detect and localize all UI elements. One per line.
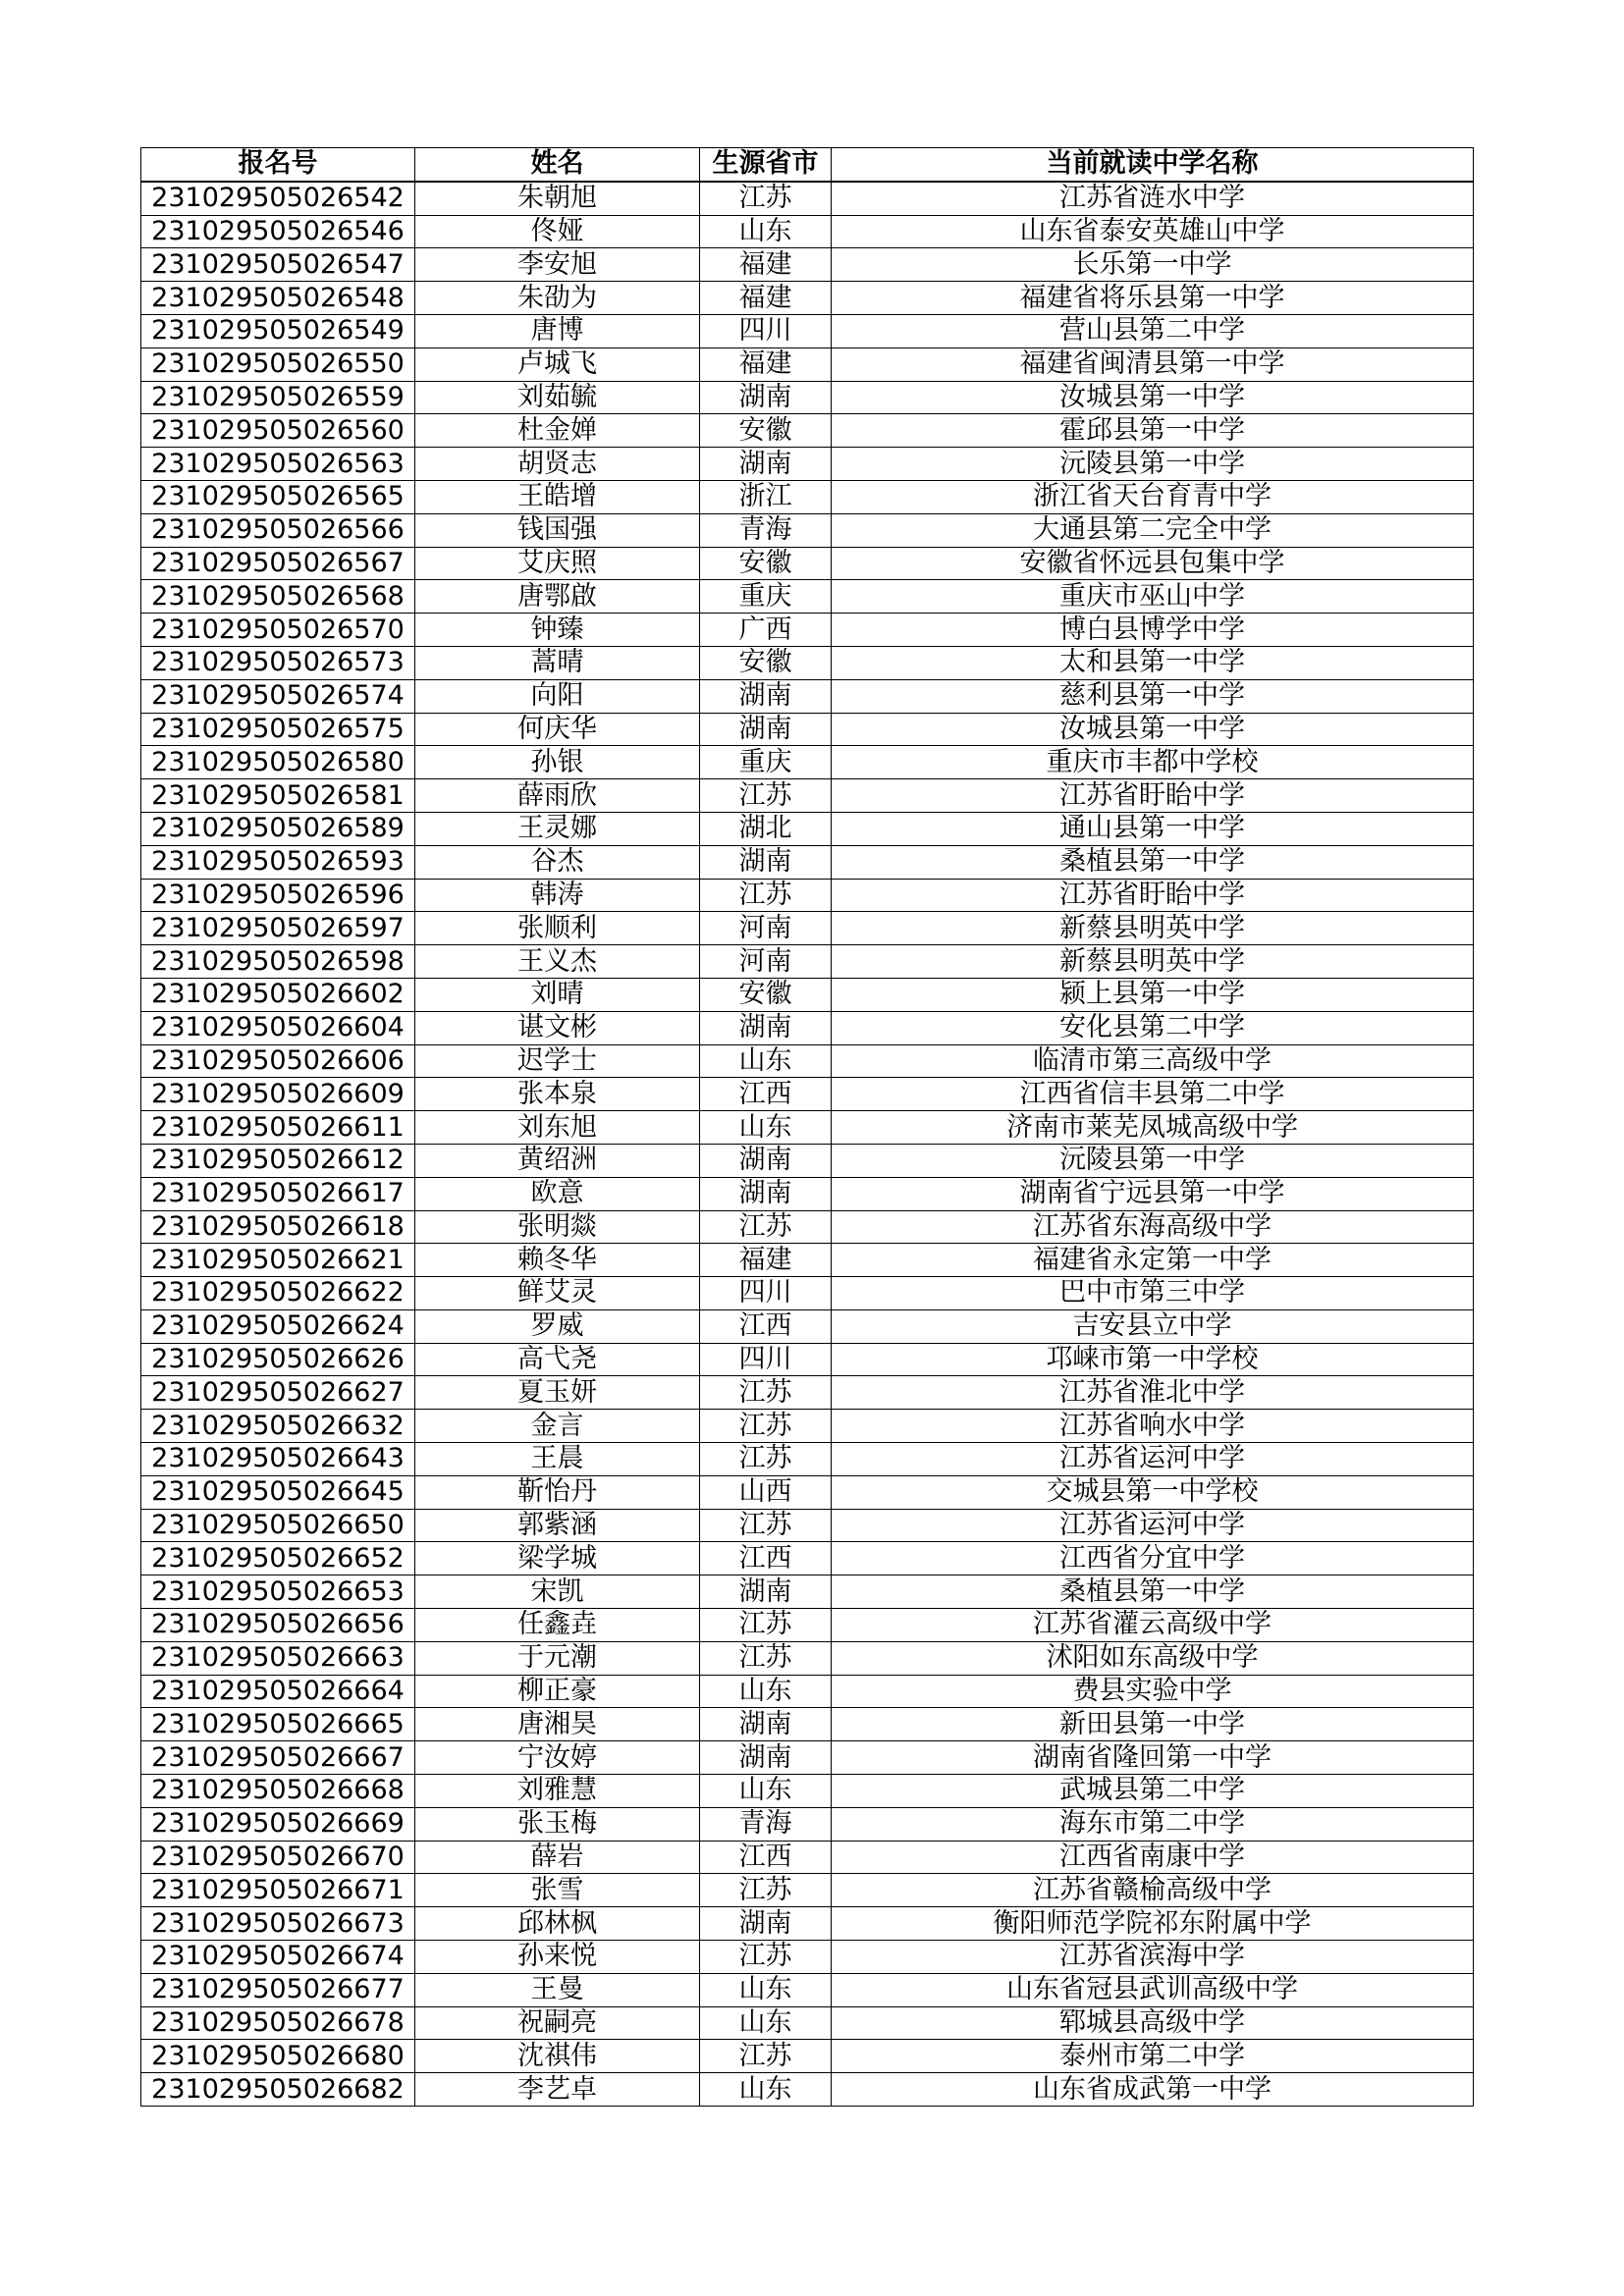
- name-cell: 祝嗣亮: [415, 2006, 700, 2040]
- registration-number-cell: 231029505026546: [141, 215, 415, 248]
- province-cell: 湖南: [700, 713, 832, 746]
- school-cell: 浙江省天台育青中学: [832, 480, 1474, 513]
- table-row: [141, 1443, 1474, 1476]
- table-row: [141, 945, 1474, 979]
- registration-number-cell: 231029505026549: [141, 314, 415, 347]
- name-cell: 钟臻: [415, 614, 700, 647]
- school-cell: 福建省闽清县第一中学: [832, 347, 1474, 381]
- registration-number-cell: 231029505026565: [141, 480, 415, 513]
- registration-number-cell: 231029505026667: [141, 1741, 415, 1775]
- table-row: [141, 679, 1474, 713]
- name-cell: 李艺卓: [415, 2073, 700, 2107]
- name-cell: 刘晴: [415, 978, 700, 1011]
- table-row: [141, 1343, 1474, 1376]
- province-cell: 江苏: [700, 1641, 832, 1675]
- school-cell: 颍上县第一中学: [832, 978, 1474, 1011]
- school-cell: 湖南省宁远县第一中学: [832, 1177, 1474, 1210]
- province-cell: 江苏: [700, 1410, 832, 1443]
- name-cell: 沈祺伟: [415, 2040, 700, 2073]
- name-cell: 王晨: [415, 1443, 700, 1476]
- registration-number-cell: 231029505026602: [141, 978, 415, 1011]
- name-cell: 张本泉: [415, 1078, 700, 1111]
- name-cell: 钱国强: [415, 513, 700, 547]
- table-row: [141, 1575, 1474, 1609]
- table-row: [141, 1277, 1474, 1310]
- table-row: [141, 2040, 1474, 2073]
- province-cell: 江苏: [700, 1443, 832, 1476]
- province-cell: 江西: [700, 1542, 832, 1575]
- province-cell: 江苏: [700, 1609, 832, 1642]
- registration-number-cell: 231029505026618: [141, 1210, 415, 1244]
- name-cell: 朱朝旭: [415, 182, 700, 215]
- school-cell: 重庆市丰都中学校: [832, 746, 1474, 779]
- province-cell: 安徽: [700, 646, 832, 679]
- registration-number-cell: 231029505026624: [141, 1309, 415, 1343]
- province-cell: 河南: [700, 945, 832, 979]
- province-cell: 江苏: [700, 1941, 832, 1974]
- registration-number-cell: 231029505026682: [141, 2073, 415, 2107]
- table-row: [141, 845, 1474, 879]
- province-cell: 山西: [700, 1475, 832, 1509]
- name-cell: 胡贤志: [415, 448, 700, 481]
- table-row: [141, 580, 1474, 614]
- table-row: [141, 513, 1474, 547]
- school-cell: 海东市第二中学: [832, 1807, 1474, 1841]
- registration-number-cell: 231029505026573: [141, 646, 415, 679]
- table-row: [141, 1177, 1474, 1210]
- table-row: [141, 248, 1474, 282]
- province-cell: 安徽: [700, 414, 832, 448]
- school-cell: 江苏省东海高级中学: [832, 1210, 1474, 1244]
- table-row: [141, 282, 1474, 315]
- province-cell: 河南: [700, 912, 832, 945]
- registration-number-cell: 231029505026650: [141, 1509, 415, 1542]
- school-cell: 汝城县第一中学: [832, 713, 1474, 746]
- school-cell: 临清市第三高级中学: [832, 1044, 1474, 1078]
- table-row: [141, 314, 1474, 347]
- table-row: [141, 646, 1474, 679]
- name-cell: 宋凯: [415, 1575, 700, 1609]
- school-cell: 新蔡县明英中学: [832, 945, 1474, 979]
- school-cell: 吉安县立中学: [832, 1309, 1474, 1343]
- school-cell: 桑植县第一中学: [832, 845, 1474, 879]
- name-cell: 薛雨欣: [415, 779, 700, 813]
- province-cell: 湖南: [700, 1741, 832, 1775]
- school-cell: 江苏省盱眙中学: [832, 879, 1474, 912]
- registration-number-cell: 231029505026653: [141, 1575, 415, 1609]
- table-row: [141, 1475, 1474, 1509]
- province-cell: 江西: [700, 1841, 832, 1874]
- province-cell: 湖南: [700, 1575, 832, 1609]
- name-cell: 鲜艾灵: [415, 1277, 700, 1310]
- school-cell: 博白县博学中学: [832, 614, 1474, 647]
- school-cell: 山东省成武第一中学: [832, 2073, 1474, 2107]
- school-cell: 江西省信丰县第二中学: [832, 1078, 1474, 1111]
- table-body: [141, 182, 1474, 2107]
- province-cell: 青海: [700, 1807, 832, 1841]
- name-cell: 杜金婵: [415, 414, 700, 448]
- registration-number-cell: 231029505026621: [141, 1244, 415, 1277]
- registration-number-cell: 231029505026677: [141, 1973, 415, 2006]
- school-cell: 江西省分宜中学: [832, 1542, 1474, 1575]
- province-cell: 湖南: [700, 1011, 832, 1044]
- name-cell: 任鑫垚: [415, 1609, 700, 1642]
- name-cell: 金言: [415, 1410, 700, 1443]
- name-cell: 孙银: [415, 746, 700, 779]
- table-row: [141, 1641, 1474, 1675]
- school-cell: 江苏省盱眙中学: [832, 779, 1474, 813]
- province-cell: 福建: [700, 248, 832, 282]
- name-cell: 向阳: [415, 679, 700, 713]
- name-cell: 谌文彬: [415, 1011, 700, 1044]
- table-row: [141, 1775, 1474, 1808]
- name-cell: 刘茹毓: [415, 381, 700, 414]
- school-cell: 汝城县第一中学: [832, 381, 1474, 414]
- name-cell: 朱劭为: [415, 282, 700, 315]
- table-row: [141, 713, 1474, 746]
- registration-number-cell: 231029505026664: [141, 1675, 415, 1708]
- province-cell: 山东: [700, 1775, 832, 1808]
- name-cell: 何庆华: [415, 713, 700, 746]
- table-row: [141, 381, 1474, 414]
- name-cell: 梁学城: [415, 1542, 700, 1575]
- table-row: [141, 448, 1474, 481]
- name-cell: 张玉梅: [415, 1807, 700, 1841]
- school-cell: 交城县第一中学校: [832, 1475, 1474, 1509]
- province-cell: 山东: [700, 1044, 832, 1078]
- province-cell: 湖南: [700, 381, 832, 414]
- school-cell: 霍邱县第一中学: [832, 414, 1474, 448]
- table-row: [141, 1509, 1474, 1542]
- registration-number-cell: 231029505026567: [141, 547, 415, 580]
- school-cell: 安徽省怀远县包集中学: [832, 547, 1474, 580]
- registration-number-cell: 231029505026542: [141, 182, 415, 215]
- province-cell: 湖南: [700, 1708, 832, 1741]
- school-cell: 湖南省隆回第一中学: [832, 1741, 1474, 1775]
- school-cell: 江苏省运河中学: [832, 1443, 1474, 1476]
- school-cell: 新蔡县明英中学: [832, 912, 1474, 945]
- name-cell: 柳正豪: [415, 1675, 700, 1708]
- table-row: [141, 1542, 1474, 1575]
- table-row: [141, 1376, 1474, 1410]
- registration-number-cell: 231029505026632: [141, 1410, 415, 1443]
- name-cell: 艾庆照: [415, 547, 700, 580]
- province-cell: 江苏: [700, 779, 832, 813]
- name-cell: 罗威: [415, 1309, 700, 1343]
- registration-number-cell: 231029505026612: [141, 1144, 415, 1177]
- registration-number-cell: 231029505026663: [141, 1641, 415, 1675]
- registration-number-cell: 231029505026568: [141, 580, 415, 614]
- school-cell: 江苏省淮北中学: [832, 1376, 1474, 1410]
- province-cell: 湖南: [700, 1907, 832, 1941]
- table-row: [141, 1309, 1474, 1343]
- registration-number-cell: 231029505026680: [141, 2040, 415, 2073]
- province-cell: 福建: [700, 347, 832, 381]
- registration-number-cell: 231029505026574: [141, 679, 415, 713]
- table-row: [141, 1111, 1474, 1145]
- province-cell: 四川: [700, 1343, 832, 1376]
- province-cell: 湖南: [700, 845, 832, 879]
- table-row: [141, 2073, 1474, 2107]
- name-cell: 王皓增: [415, 480, 700, 513]
- name-cell: 韩涛: [415, 879, 700, 912]
- registration-number-cell: 231029505026674: [141, 1941, 415, 1974]
- header-registration-number: 报名号: [141, 148, 415, 182]
- name-cell: 唐湘昊: [415, 1708, 700, 1741]
- name-cell: 佟娅: [415, 215, 700, 248]
- name-cell: 于元潮: [415, 1641, 700, 1675]
- school-cell: 邛崃市第一中学校: [832, 1343, 1474, 1376]
- table-row: [141, 1144, 1474, 1177]
- province-cell: 四川: [700, 314, 832, 347]
- province-cell: 江苏: [700, 1509, 832, 1542]
- registration-number-cell: 231029505026678: [141, 2006, 415, 2040]
- table-row: [141, 414, 1474, 448]
- province-cell: 湖南: [700, 448, 832, 481]
- school-cell: 沅陵县第一中学: [832, 1144, 1474, 1177]
- school-cell: 新田县第一中学: [832, 1708, 1474, 1741]
- school-cell: 江苏省响水中学: [832, 1410, 1474, 1443]
- table-row: [141, 1011, 1474, 1044]
- registration-number-cell: 231029505026656: [141, 1609, 415, 1642]
- name-cell: 张顺利: [415, 912, 700, 945]
- table-row: [141, 1044, 1474, 1078]
- registration-number-cell: 231029505026643: [141, 1443, 415, 1476]
- table-row: [141, 1973, 1474, 2006]
- table-row: [141, 1609, 1474, 1642]
- school-cell: 太和县第一中学: [832, 646, 1474, 679]
- registration-number-cell: 231029505026652: [141, 1542, 415, 1575]
- name-cell: 孙来悦: [415, 1941, 700, 1974]
- name-cell: 王曼: [415, 1973, 700, 2006]
- school-cell: 长乐第一中学: [832, 248, 1474, 282]
- name-cell: 刘东旭: [415, 1111, 700, 1145]
- table-row: [141, 1410, 1474, 1443]
- name-cell: 张雪: [415, 1874, 700, 1907]
- registration-number-cell: 231029505026611: [141, 1111, 415, 1145]
- table-row: [141, 182, 1474, 215]
- province-cell: 江苏: [700, 1376, 832, 1410]
- name-cell: 黄绍洲: [415, 1144, 700, 1177]
- registration-number-cell: 231029505026606: [141, 1044, 415, 1078]
- school-cell: 江苏省涟水中学: [832, 182, 1474, 215]
- school-cell: 衡阳师范学院祁东附属中学: [832, 1907, 1474, 1941]
- province-cell: 江苏: [700, 1874, 832, 1907]
- registration-number-cell: 231029505026671: [141, 1874, 415, 1907]
- registration-number-cell: 231029505026668: [141, 1775, 415, 1808]
- school-cell: 江苏省灌云高级中学: [832, 1609, 1474, 1642]
- table-row: [141, 1941, 1474, 1974]
- table-row: [141, 1907, 1474, 1941]
- province-cell: 湖南: [700, 1177, 832, 1210]
- province-cell: 重庆: [700, 746, 832, 779]
- name-cell: 宁汝婷: [415, 1741, 700, 1775]
- table-row: [141, 480, 1474, 513]
- name-cell: 王灵娜: [415, 812, 700, 845]
- province-cell: 山东: [700, 2006, 832, 2040]
- province-cell: 江苏: [700, 1210, 832, 1244]
- name-cell: 邱林枫: [415, 1907, 700, 1941]
- province-cell: 安徽: [700, 547, 832, 580]
- name-cell: 薛岩: [415, 1841, 700, 1874]
- school-cell: 山东省泰安英雄山中学: [832, 215, 1474, 248]
- school-cell: 泰州市第二中学: [832, 2040, 1474, 2073]
- registration-number-cell: 231029505026575: [141, 713, 415, 746]
- name-cell: 唐博: [415, 314, 700, 347]
- table-row: [141, 978, 1474, 1011]
- school-cell: 郓城县高级中学: [832, 2006, 1474, 2040]
- table-row: [141, 1741, 1474, 1775]
- province-cell: 山东: [700, 2073, 832, 2107]
- table-row: [141, 2006, 1474, 2040]
- name-cell: 唐鄂啟: [415, 580, 700, 614]
- registration-number-cell: 231029505026627: [141, 1376, 415, 1410]
- registration-number-cell: 231029505026563: [141, 448, 415, 481]
- registration-number-cell: 231029505026589: [141, 812, 415, 845]
- table-row: [141, 1807, 1474, 1841]
- table-row: [141, 1708, 1474, 1741]
- header-school: 当前就读中学名称: [832, 148, 1474, 182]
- school-cell: 武城县第二中学: [832, 1775, 1474, 1808]
- registration-number-cell: 231029505026673: [141, 1907, 415, 1941]
- school-cell: 福建省永定第一中学: [832, 1244, 1474, 1277]
- table-row: [141, 1078, 1474, 1111]
- table-row: [141, 347, 1474, 381]
- province-cell: 浙江: [700, 480, 832, 513]
- table-row: [141, 1210, 1474, 1244]
- school-cell: 沭阳如东高级中学: [832, 1641, 1474, 1675]
- registration-number-cell: 231029505026547: [141, 248, 415, 282]
- registration-number-cell: 231029505026617: [141, 1177, 415, 1210]
- table-row: [141, 1841, 1474, 1874]
- school-cell: 济南市莱芜凤城高级中学: [832, 1111, 1474, 1145]
- province-cell: 安徽: [700, 978, 832, 1011]
- registration-number-cell: 231029505026560: [141, 414, 415, 448]
- province-cell: 重庆: [700, 580, 832, 614]
- school-cell: 大通县第二完全中学: [832, 513, 1474, 547]
- table-row: [141, 1675, 1474, 1708]
- registration-number-cell: 231029505026550: [141, 347, 415, 381]
- table-row: [141, 1244, 1474, 1277]
- table-row: [141, 746, 1474, 779]
- province-cell: 江西: [700, 1309, 832, 1343]
- school-cell: 安化县第二中学: [832, 1011, 1474, 1044]
- province-cell: 四川: [700, 1277, 832, 1310]
- registration-number-cell: 231029505026548: [141, 282, 415, 315]
- table-row: [141, 1874, 1474, 1907]
- province-cell: 江苏: [700, 2040, 832, 2073]
- province-cell: 湖北: [700, 812, 832, 845]
- province-cell: 湖南: [700, 1144, 832, 1177]
- registration-number-cell: 231029505026626: [141, 1343, 415, 1376]
- registration-number-cell: 231029505026559: [141, 381, 415, 414]
- header-name: 姓名: [415, 148, 700, 182]
- name-cell: 高弋尧: [415, 1343, 700, 1376]
- school-cell: 山东省冠县武训高级中学: [832, 1973, 1474, 2006]
- province-cell: 江苏: [700, 182, 832, 215]
- province-cell: 福建: [700, 282, 832, 315]
- province-cell: 青海: [700, 513, 832, 547]
- school-cell: 费县实验中学: [832, 1675, 1474, 1708]
- school-cell: 江苏省赣榆高级中学: [832, 1874, 1474, 1907]
- school-cell: 福建省将乐县第一中学: [832, 282, 1474, 315]
- registration-number-cell: 231029505026670: [141, 1841, 415, 1874]
- school-cell: 营山县第二中学: [832, 314, 1474, 347]
- registration-number-cell: 231029505026622: [141, 1277, 415, 1310]
- name-cell: 李安旭: [415, 248, 700, 282]
- school-cell: 巴中市第三中学: [832, 1277, 1474, 1310]
- province-cell: 山东: [700, 215, 832, 248]
- province-cell: 江西: [700, 1078, 832, 1111]
- school-cell: 慈利县第一中学: [832, 679, 1474, 713]
- table-row: [141, 547, 1474, 580]
- school-cell: 桑植县第一中学: [832, 1575, 1474, 1609]
- registration-number-cell: 231029505026645: [141, 1475, 415, 1509]
- registration-number-cell: 231029505026665: [141, 1708, 415, 1741]
- province-cell: 江苏: [700, 879, 832, 912]
- name-cell: 张明燚: [415, 1210, 700, 1244]
- school-cell: 江苏省滨海中学: [832, 1941, 1474, 1974]
- name-cell: 蒿晴: [415, 646, 700, 679]
- table-row: [141, 779, 1474, 813]
- name-cell: 卢城飞: [415, 347, 700, 381]
- table-row: [141, 879, 1474, 912]
- registration-number-cell: 231029505026669: [141, 1807, 415, 1841]
- registration-number-cell: 231029505026581: [141, 779, 415, 813]
- registration-number-cell: 231029505026597: [141, 912, 415, 945]
- registration-number-cell: 231029505026596: [141, 879, 415, 912]
- table-row: [141, 614, 1474, 647]
- registration-number-cell: 231029505026566: [141, 513, 415, 547]
- province-cell: 福建: [700, 1244, 832, 1277]
- registration-number-cell: 231029505026570: [141, 614, 415, 647]
- province-cell: 山东: [700, 1973, 832, 2006]
- registration-number-cell: 231029505026609: [141, 1078, 415, 1111]
- table-row: [141, 912, 1474, 945]
- table-header-row: [141, 148, 1474, 182]
- name-cell: 迟学士: [415, 1044, 700, 1078]
- school-cell: 通山县第一中学: [832, 812, 1474, 845]
- table-row: [141, 215, 1474, 248]
- name-cell: 王义杰: [415, 945, 700, 979]
- school-cell: 沅陵县第一中学: [832, 448, 1474, 481]
- province-cell: 湖南: [700, 679, 832, 713]
- registration-number-cell: 231029505026604: [141, 1011, 415, 1044]
- school-cell: 江西省南康中学: [832, 1841, 1474, 1874]
- applicant-table: [140, 147, 1474, 2107]
- province-cell: 山东: [700, 1675, 832, 1708]
- name-cell: 欧意: [415, 1177, 700, 1210]
- school-cell: 江苏省运河中学: [832, 1509, 1474, 1542]
- registration-number-cell: 231029505026593: [141, 845, 415, 879]
- registration-number-cell: 231029505026598: [141, 945, 415, 979]
- province-cell: 山东: [700, 1111, 832, 1145]
- name-cell: 赖冬华: [415, 1244, 700, 1277]
- registration-number-cell: 231029505026580: [141, 746, 415, 779]
- name-cell: 刘雅慧: [415, 1775, 700, 1808]
- table-row: [141, 812, 1474, 845]
- school-cell: 重庆市巫山中学: [832, 580, 1474, 614]
- name-cell: 夏玉妍: [415, 1376, 700, 1410]
- header-province: 生源省市: [700, 148, 832, 182]
- province-cell: 广西: [700, 614, 832, 647]
- name-cell: 谷杰: [415, 845, 700, 879]
- name-cell: 靳怡丹: [415, 1475, 700, 1509]
- name-cell: 郭紫涵: [415, 1509, 700, 1542]
